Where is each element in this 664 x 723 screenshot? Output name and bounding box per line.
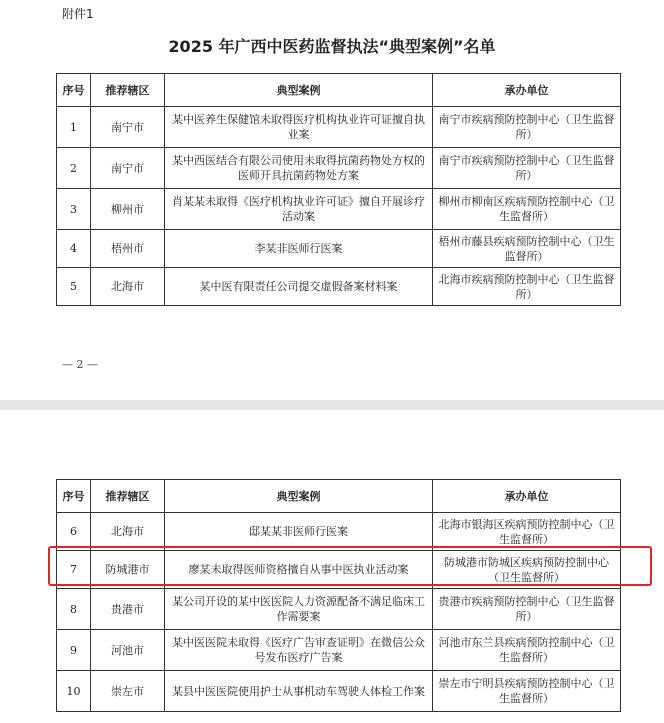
table-row [57,230,621,268]
row-no: 7 [57,551,91,589]
row-district: 南宁市 [91,148,165,189]
header-unit: 承办单位 [433,74,621,107]
document-title: 2025 年广西中医药监督执法“典型案例”名单 [168,37,496,56]
table-row [57,268,621,306]
row-case: 某中医有限责任公司提交虚假备案材料案 [165,268,433,306]
row-case: 肖某某未取得《医疗机构执业许可证》擅自开展诊疗活动案 [165,189,433,230]
table-header-row [57,74,621,107]
highlight-box [48,546,652,586]
row-case: 李某非医师行医案 [165,230,433,268]
table-row [57,513,621,551]
row-district: 贵港市 [91,589,165,630]
row-district: 北海市 [91,513,165,551]
row-case: 某中西医结合有限公司使用未取得抗菌药物处方权的医师开具抗菌药物处方案 [165,148,433,189]
row-no: 9 [57,630,91,671]
row-case: 某中医养生保健馆未取得医疗机构执业许可证擅自执业案 [165,107,433,148]
row-case: 邸某某非医师行医案 [165,513,433,551]
header-case: 典型案例 [165,74,433,107]
row-district: 北海市 [91,268,165,306]
row-district: 河池市 [91,630,165,671]
row-case: 某县中医医院使用护士从事机动车驾驶人体检工作案 [165,671,433,712]
row-no: 5 [57,268,91,306]
row-no: 10 [57,671,91,712]
case-table-part-2 [56,479,621,712]
row-unit: 南宁市疾病预防控制中心（卫生监督所） [433,107,621,148]
table-row [57,589,621,630]
header-no: 序号 [57,74,91,107]
table-row [57,107,621,148]
row-district: 防城港市 [91,551,165,589]
table-header-row [57,480,621,513]
header-no: 序号 [57,480,91,513]
header-case: 典型案例 [165,480,433,513]
row-case: 某中医医院未取得《医疗广告审查证明》在微信公众号发布医疗广告案 [165,630,433,671]
row-no: 6 [57,513,91,551]
header-unit: 承办单位 [433,480,621,513]
row-case: 廖某未取得医师资格擅自从事中医执业活动案 [165,551,433,589]
row-case: 某公司开设的某中医医院人力资源配备不满足临床工作需要案 [165,589,433,630]
row-no: 4 [57,230,91,268]
row-district: 崇左市 [91,671,165,712]
row-no: 3 [57,189,91,230]
header-district: 推荐辖区 [91,74,165,107]
row-district: 梧州市 [91,230,165,268]
row-unit: 崇左市宁明县疾病预防控制中心（卫生监督所） [433,671,621,712]
row-unit: 南宁市疾病预防控制中心（卫生监督所） [433,148,621,189]
row-unit: 贵港市疾病预防控制中心（卫生监督所） [433,589,621,630]
row-unit: 北海市疾病预防控制中心（卫生监督所） [433,268,621,306]
document-page-2 [0,410,664,723]
case-table-part-1 [56,73,621,306]
row-no: 2 [57,148,91,189]
header-district: 推荐辖区 [91,480,165,513]
table-row [57,671,621,712]
row-unit: 柳州市柳南区疾病预防控制中心（卫生监督所） [433,189,621,230]
row-district: 柳州市 [91,189,165,230]
row-unit: 梧州市藤县疾病预防控制中心（卫生监督所） [433,230,621,268]
table-row [57,189,621,230]
page-number: — 2 — [62,358,98,371]
table-row [57,630,621,671]
row-unit: 北海市银海区疾病预防控制中心（卫生监督所） [433,513,621,551]
row-unit: 防城港市防城区疾病预防控制中心（卫生监督所） [433,551,621,589]
row-district: 南宁市 [91,107,165,148]
attachment-label: 附件1 [62,7,94,21]
row-no: 8 [57,589,91,630]
row-no: 1 [57,107,91,148]
table-row [57,148,621,189]
row-unit: 河池市东兰县疾病预防控制中心（卫生监督所） [433,630,621,671]
